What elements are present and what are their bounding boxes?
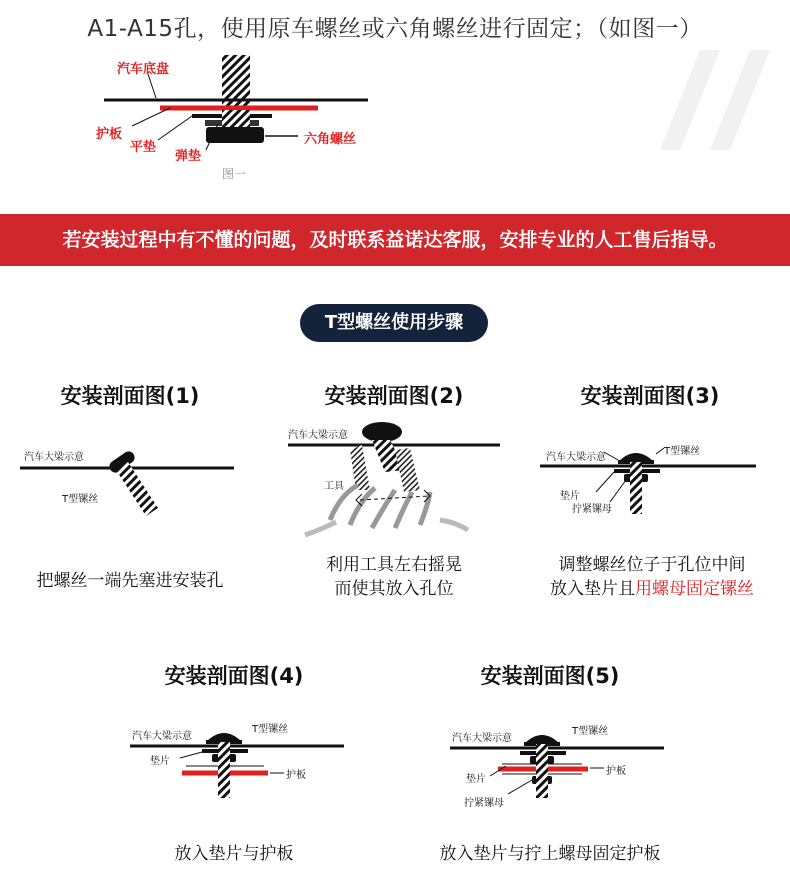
step-2-caption-line-2: 而使其放入孔位 — [334, 579, 454, 599]
step-4-caption: 放入垫片与护板 — [174, 844, 294, 864]
step-3-label-beam: 汽车大梁示意 — [546, 452, 606, 463]
step-4-label-washer: 垫片 — [150, 756, 170, 767]
step-5-label-guard: 护板 — [606, 766, 626, 777]
step-1-caption: 把螺丝一端先塞进安装孔 — [36, 571, 224, 591]
label-flat-washer: 平垫 — [130, 140, 157, 155]
figure-1-caption: 图一 — [222, 167, 247, 181]
step-4-label-beam: 汽车大梁示意 — [132, 731, 192, 742]
step-5-title: 安装剖面图(5) — [480, 664, 620, 688]
step-5-label-nut: 拧紧镙母 — [464, 798, 504, 809]
step-5-label-beam: 汽车大梁示意 — [452, 733, 512, 744]
step-3-label-washer: 垫片 — [560, 491, 580, 502]
step-3-label-bolt: T型镙丝 — [664, 446, 701, 457]
step-3-title: 安装剖面图(3) — [580, 384, 720, 408]
step-4-label-guard: 护板 — [286, 770, 306, 781]
step-4-title: 安装剖面图(4) — [164, 664, 304, 688]
step-2-caption-line-1: 利用工具左右摇晃 — [326, 555, 462, 575]
label-spring-washer: 弹垫 — [175, 149, 202, 164]
section-title-pill: T型螺丝使用步骤 — [300, 304, 488, 342]
step-1-label-beam: 汽车大梁示意 — [24, 452, 84, 463]
step-3-label-nut: 拧紧镙母 — [572, 504, 612, 515]
step-2-title: 安装剖面图(2) — [324, 384, 464, 408]
support-banner: 若安装过程中有不懂的问题，及时联系益诺达客服，安排专业的人工售后指导。 — [0, 214, 790, 266]
step-3-caption-line-2-black: 放入垫片且 — [550, 579, 635, 599]
label-hex-bolt: 六角螺丝 — [304, 132, 357, 147]
step-2-label-tool: 工具 — [324, 481, 344, 492]
step-4-label-bolt: T型镙丝 — [252, 724, 289, 735]
step-5-label-bolt: T型镙丝 — [572, 726, 609, 737]
step-5-label-washer: 垫片 — [466, 774, 486, 785]
step-1-title: 安装剖面图(1) — [60, 384, 200, 408]
step-3-caption-line-2-red: 用螺母固定镙丝 — [635, 579, 754, 599]
step-5-caption: 放入垫片与拧上螺母固定护板 — [439, 844, 661, 864]
step-3-caption-line-1: 调整螺丝位子于孔位中间 — [558, 555, 746, 575]
label-guard: 护板 — [96, 127, 123, 142]
label-chassis: 汽车底盘 — [117, 62, 170, 77]
top-instruction-text: A1-A15孔，使用原车螺丝或六角螺丝进行固定；（如图一） — [87, 16, 703, 42]
step-1-label-bolt: T型镙丝 — [62, 494, 99, 505]
step-2-label-beam: 汽车大梁示意 — [288, 430, 348, 441]
